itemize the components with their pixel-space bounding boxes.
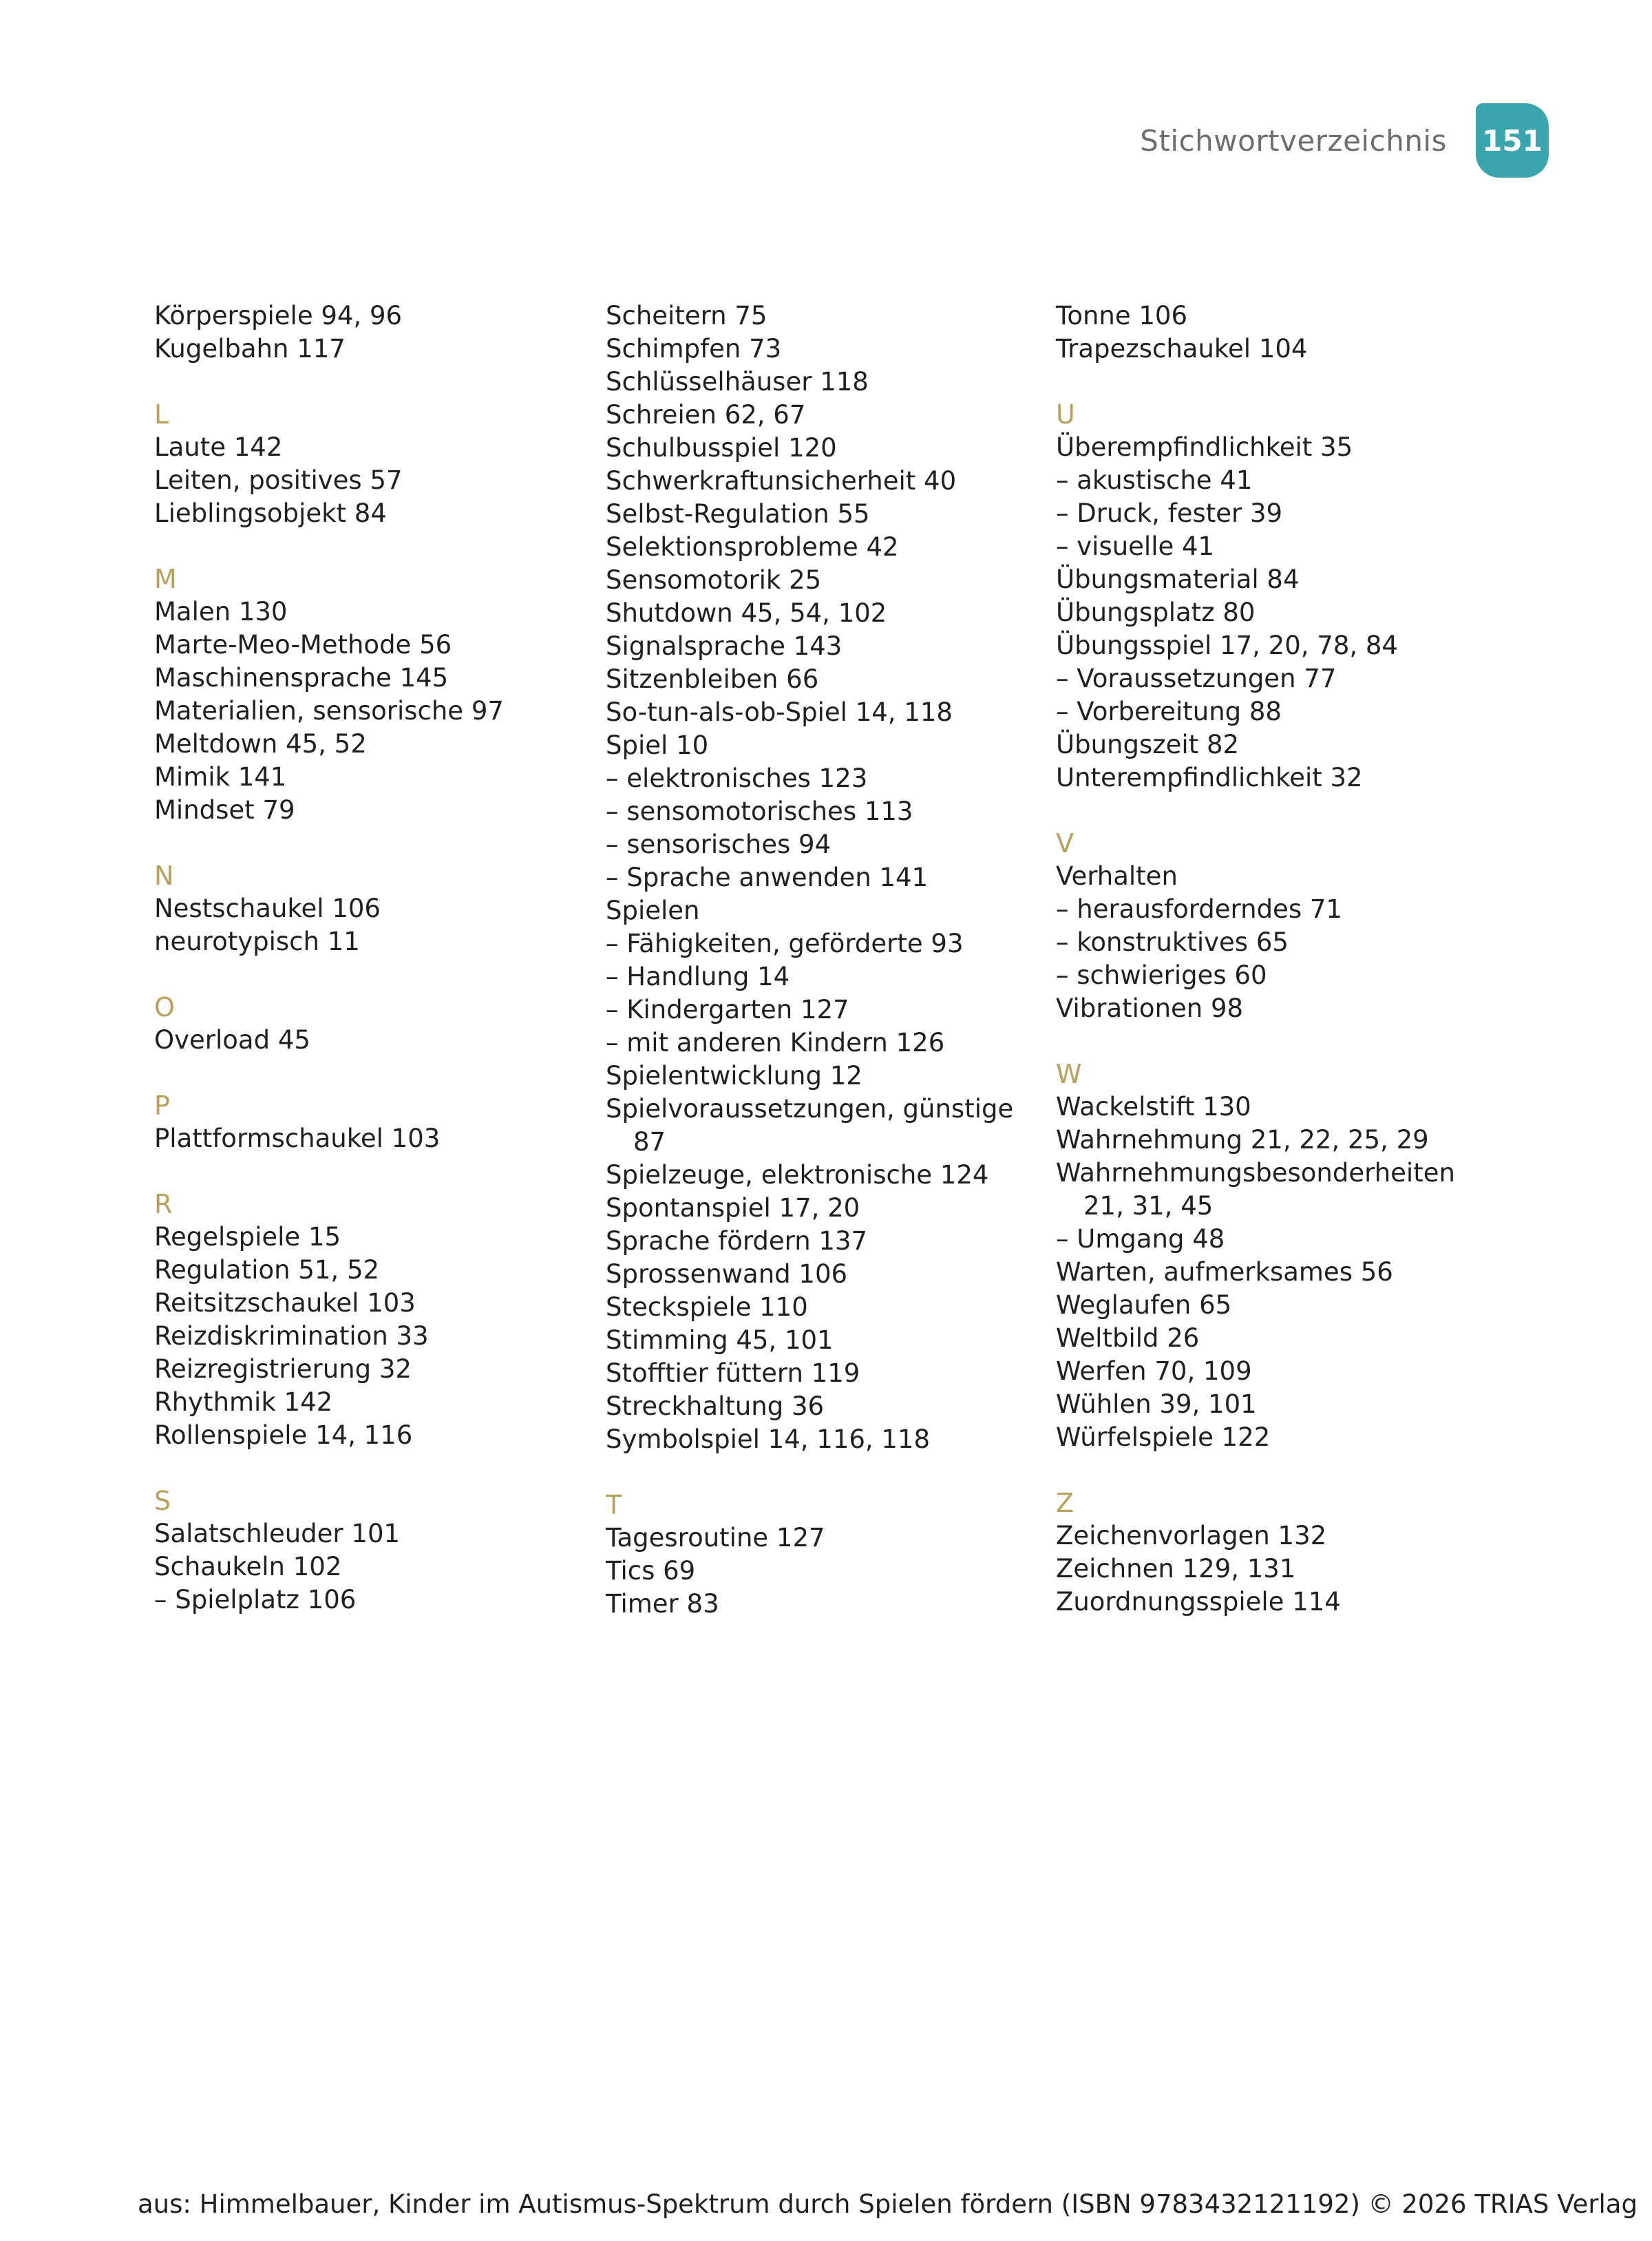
- running-head: [1140, 103, 1549, 178]
- index-entry: – akustische 41: [1056, 465, 1253, 495]
- index-entry: Übungszeit 82: [1056, 730, 1240, 759]
- index-entry: Overload 45: [154, 1025, 310, 1055]
- index-entry: Signalsprache 143: [606, 631, 843, 661]
- index-entry: Reizdiskrimination 33: [154, 1321, 429, 1351]
- index-entry: Laute 142: [154, 432, 283, 462]
- source-footer: aus: Himmelbauer, Kinder im Autismus-Spektrum durch Spielen fördern (ISBN 9783432121192) © 2026 TRIAS Verlag: [138, 2189, 1638, 2219]
- index-entry: Plattformschaukel 103: [154, 1124, 441, 1153]
- index-group: [154, 299, 595, 366]
- index-letter-heading: N: [154, 861, 174, 891]
- index-entry: – sensomotorisches 113: [606, 797, 913, 826]
- index-entry: Schulbusspiel 120: [606, 433, 837, 463]
- section-title: Stichwortverzeichnis: [1140, 123, 1447, 158]
- index-entry: – Voraussetzungen 77: [1056, 664, 1337, 693]
- index-entry: Reitsitzschaukel 103: [154, 1288, 416, 1318]
- page-number-badge: 151: [1476, 103, 1549, 178]
- index-entry: Überempfindlichkeit 35: [1056, 432, 1353, 462]
- index-entry: Regelspiele 15: [154, 1222, 341, 1252]
- index-entry: Warten, aufmerksames 56: [1056, 1257, 1393, 1287]
- index-entry: Leiten, positives 57: [154, 465, 403, 495]
- index-group: [606, 299, 1046, 1456]
- index-entry: Malen 130: [154, 597, 288, 627]
- index-entry: Weglaufen 65: [1056, 1290, 1232, 1320]
- index-group: [154, 1188, 595, 1452]
- index-entry: Körperspiele 94, 96: [154, 301, 403, 330]
- index-entry: Selektionsprobleme 42: [606, 532, 899, 562]
- index-letter-heading: T: [606, 1490, 622, 1520]
- index-entry: Steckspiele 110: [606, 1292, 808, 1322]
- index-entry: Zuordnungsspiele 114: [1056, 1587, 1341, 1617]
- index-group: [154, 991, 595, 1057]
- index-entry: Schaukeln 102: [154, 1552, 342, 1581]
- index-entry: – Spielplatz 106: [154, 1585, 357, 1614]
- index-entry: Lieblingsobjekt 84: [154, 498, 387, 528]
- index-entry: – herausforderndes 71: [1056, 894, 1342, 924]
- index-group: [1056, 827, 1496, 1025]
- index-entry: Mindset 79: [154, 795, 295, 825]
- index-letter-heading: U: [1056, 399, 1075, 430]
- index-entry: Schlüsselhäuser 118: [606, 367, 869, 397]
- index-entry: Tonne 106: [1056, 301, 1187, 330]
- index-entry: Übungsspiel 17, 20, 78, 84: [1056, 631, 1398, 660]
- index-entry: Schreien 62, 67: [606, 400, 806, 430]
- index-entry: Verhalten: [1056, 861, 1178, 891]
- index-entry: Übungsmaterial 84: [1056, 565, 1300, 594]
- index-entry: Wahrnehmungsbesonderheiten: [1056, 1158, 1455, 1188]
- index-entry: Meltdown 45, 52: [154, 729, 367, 759]
- index-entry: – visuelle 41: [1056, 532, 1215, 561]
- index-group: [1056, 398, 1496, 795]
- index-entry: Unterempfindlichkeit 32: [1056, 763, 1363, 792]
- index-letter-heading: V: [1056, 828, 1074, 859]
- index-entry: Wühlen 39, 101: [1056, 1389, 1257, 1419]
- index-entry: – schwieriges 60: [1056, 960, 1267, 990]
- index-entry: 87: [633, 1127, 666, 1157]
- index-letter-heading: W: [1056, 1059, 1082, 1089]
- index-entry: – Druck, fester 39: [1056, 498, 1283, 528]
- index-entry: neurotypisch 11: [154, 927, 360, 956]
- index-column-2: [606, 299, 1046, 1653]
- index-group: [154, 1089, 595, 1155]
- index-column-1: [154, 299, 595, 1649]
- index-entry: Spielentwicklung 12: [606, 1061, 862, 1091]
- index-entry: – Umgang 48: [1056, 1224, 1225, 1254]
- index-body: [154, 299, 1531, 1642]
- index-group: [154, 1484, 595, 1617]
- index-group: [606, 1488, 1046, 1621]
- index-letter-heading: M: [154, 564, 177, 594]
- index-entry: Selbst-Regulation 55: [606, 499, 870, 529]
- index-entry: Stimming 45, 101: [606, 1325, 834, 1355]
- index-entry: Werfen 70, 109: [1056, 1356, 1252, 1386]
- index-entry: Schwerkraftunsicherheit 40: [606, 466, 957, 496]
- index-entry: Timer 83: [606, 1589, 719, 1619]
- index-entry: Wackelstift 130: [1056, 1092, 1251, 1122]
- index-entry: Symbolspiel 14, 116, 118: [606, 1424, 931, 1454]
- index-entry: Würfelspiele 122: [1056, 1422, 1271, 1452]
- index-letter-heading: Z: [1056, 1488, 1074, 1518]
- index-letter-heading: R: [154, 1189, 173, 1219]
- index-entry: Kugelbahn 117: [154, 334, 346, 364]
- index-entry: Spontanspiel 17, 20: [606, 1193, 860, 1223]
- index-entry: Schimpfen 73: [606, 334, 782, 364]
- index-entry: Streckhaltung 36: [606, 1391, 825, 1421]
- index-entry: Spiel 10: [606, 730, 709, 760]
- index-group: [1056, 1486, 1496, 1619]
- index-entry: – Handlung 14: [606, 962, 790, 991]
- index-letter-heading: L: [154, 399, 169, 430]
- index-entry: Maschinensprache 145: [154, 663, 449, 693]
- index-entry: – Vorbereitung 88: [1056, 697, 1282, 726]
- index-entry: – mit anderen Kindern 126: [606, 1028, 945, 1058]
- index-entry: Rollenspiele 14, 116: [154, 1420, 413, 1450]
- index-entry: Zeichenvorlagen 132: [1056, 1521, 1327, 1550]
- index-entry: Vibrationen 98: [1056, 993, 1244, 1023]
- index-entry: Shutdown 45, 54, 102: [606, 598, 887, 628]
- index-entry: Nestschaukel 106: [154, 894, 381, 923]
- index-entry: Mimik 141: [154, 762, 287, 792]
- index-entry: Sitzenbleiben 66: [606, 664, 819, 694]
- index-entry: Regulation 51, 52: [154, 1255, 380, 1285]
- index-entry: Materialien, sensorische 97: [154, 696, 504, 726]
- index-entry: 21, 31, 45: [1083, 1191, 1214, 1221]
- index-entry: Übungsplatz 80: [1056, 598, 1256, 627]
- index-column-3: [1056, 299, 1496, 1651]
- index-entry: Zeichnen 129, 131: [1056, 1554, 1296, 1584]
- index-entry: Tagesroutine 127: [606, 1523, 825, 1553]
- index-entry: – Sprache anwenden 141: [606, 863, 929, 892]
- index-letter-heading: P: [154, 1091, 170, 1121]
- index-letter-heading: O: [154, 992, 175, 1022]
- index-entry: Scheitern 75: [606, 301, 767, 330]
- index-entry: Weltbild 26: [1056, 1323, 1200, 1353]
- index-entry: Rhythmik 142: [154, 1387, 333, 1417]
- index-group: [154, 562, 595, 827]
- index-entry: Wahrnehmung 21, 22, 25, 29: [1056, 1125, 1429, 1155]
- index-entry: Marte-Meo-Methode 56: [154, 630, 452, 660]
- index-group: [1056, 299, 1496, 366]
- index-entry: Trapezschaukel 104: [1056, 334, 1308, 364]
- index-entry: – konstruktives 65: [1056, 927, 1289, 957]
- index-group: [1056, 1058, 1496, 1454]
- index-entry: – Kindergarten 127: [606, 995, 849, 1024]
- index-entry: – sensorisches 94: [606, 830, 832, 859]
- index-entry: Stofftier füttern 119: [606, 1358, 860, 1388]
- index-entry: – elektronisches 123: [606, 764, 868, 793]
- index-entry: Sprossenwand 106: [606, 1259, 848, 1289]
- index-entry: Sprache fördern 137: [606, 1226, 868, 1256]
- index-entry: Spielen: [606, 896, 700, 925]
- index-entry: Sensomotorik 25: [606, 565, 822, 595]
- index-entry: – Fähigkeiten, geförderte 93: [606, 929, 964, 958]
- index-group: [154, 859, 595, 958]
- index-entry: Spielvoraussetzungen, günstige: [606, 1094, 1014, 1124]
- index-group: [154, 398, 595, 530]
- index-entry: Reizregistrierung 32: [154, 1354, 412, 1384]
- index-entry: Tics 69: [606, 1556, 696, 1586]
- index-entry: Salatschleuder 101: [154, 1519, 401, 1548]
- index-entry: So-tun-als-ob-Spiel 14, 118: [606, 697, 953, 727]
- index-letter-heading: S: [154, 1486, 171, 1516]
- index-entry: Spielzeuge, elektronische 124: [606, 1160, 989, 1190]
